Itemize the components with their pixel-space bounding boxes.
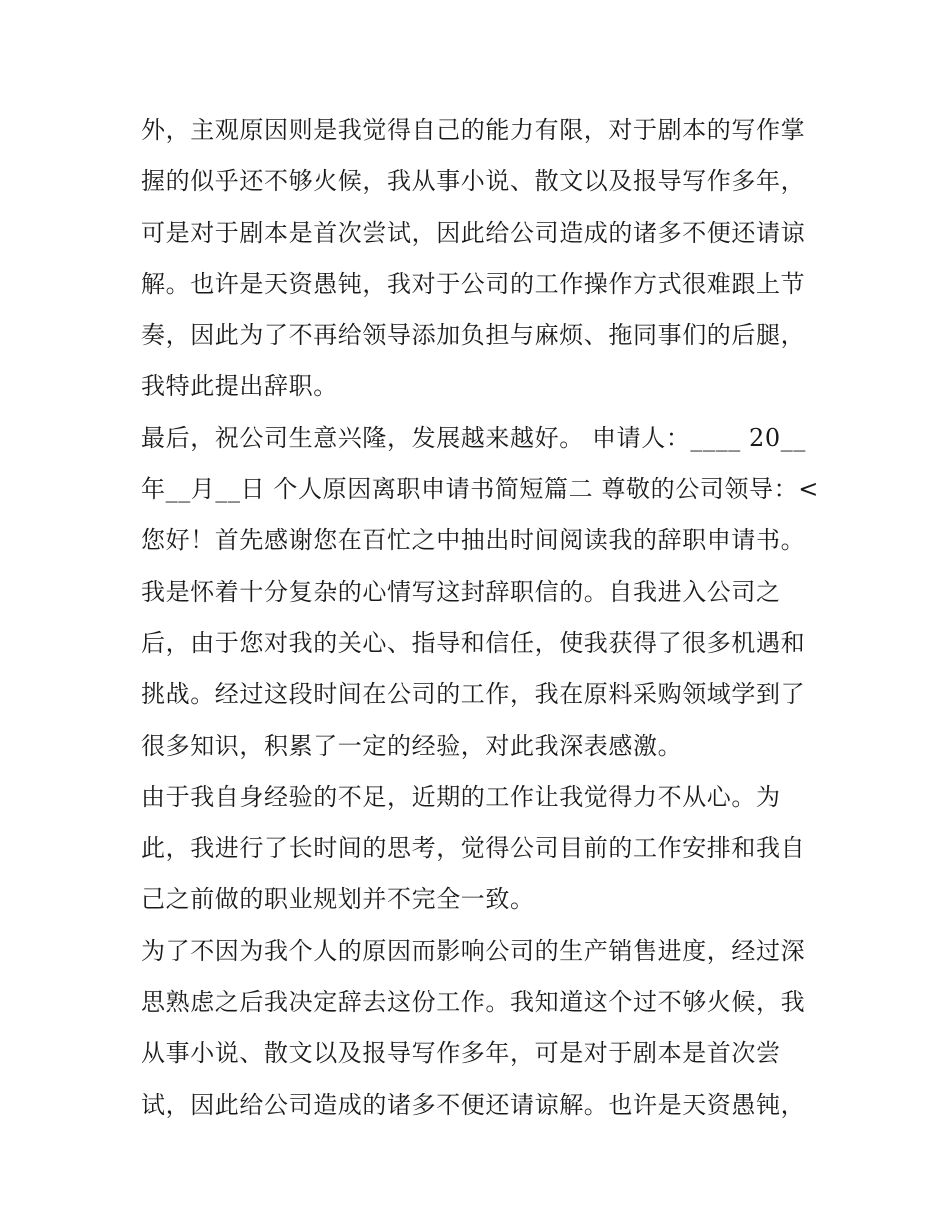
body-text [141, 105, 821, 1131]
text-line: 解。也许是天资愚钝，我对于公司的工作操作方式很难跟上节 [141, 269, 806, 298]
text-line: 思熟虑之后我决定辞去这份工作。我知道这个过不够火候，我 [141, 988, 806, 1017]
text-line: 挑战。经过这段时间在公司的工作，我在原料采购领域学到了 [141, 680, 806, 709]
text-line: 我是怀着十分复杂的心情写这封辞职信的。自我进入公司之 [141, 577, 781, 606]
text-line: 可是对于剧本是首次尝试，因此给公司造成的诸多不便还请谅 [141, 218, 806, 247]
text-line: 年__月__日 个人原因离职申请书简短篇二 尊敬的公司领导：< [141, 475, 819, 504]
text-line: 握的似乎还不够火候，我从事小说、散文以及报导写作多年， [141, 167, 806, 196]
text-line: 为了不因为我个人的原因而影响公司的生产销售进度，经过深 [141, 936, 806, 965]
text-line: 奏，因此为了不再给领导添加负担与麻烦、拖同事们的后腿， [141, 321, 806, 350]
text-line: 由于我自身经验的不足，近期的工作让我觉得力不从心。为 [141, 782, 781, 811]
text-line: 后，由于您对我的关心、指导和信任，使我获得了很多机遇和 [141, 628, 806, 657]
text-line: 从事小说、散文以及报导写作多年，可是对于剧本是首次尝 [141, 1039, 781, 1068]
text-line: 我特此提出辞职。 [141, 372, 338, 401]
text-line: 很多知识，积累了一定的经验，对此我深表感激。 [141, 731, 683, 760]
text-line: 试，因此给公司造成的诸多不便还请谅解。也许是天资愚钝， [141, 1090, 806, 1119]
text-line: 己之前做的职业规划并不完全一致。 [141, 885, 535, 914]
text-line: 此，我进行了长时间的思考，觉得公司目前的工作安排和我自 [141, 834, 806, 863]
text-line: 您好！首先感谢您在百忙之中抽出时间阅读我的辞职申请书。 [141, 526, 806, 555]
text-line: 最后，祝公司生意兴隆，发展越来越好。 申请人：____ 20__ [141, 423, 806, 452]
text-line: 外，主观原因则是我觉得自己的能力有限，对于剧本的写作掌 [141, 116, 806, 144]
